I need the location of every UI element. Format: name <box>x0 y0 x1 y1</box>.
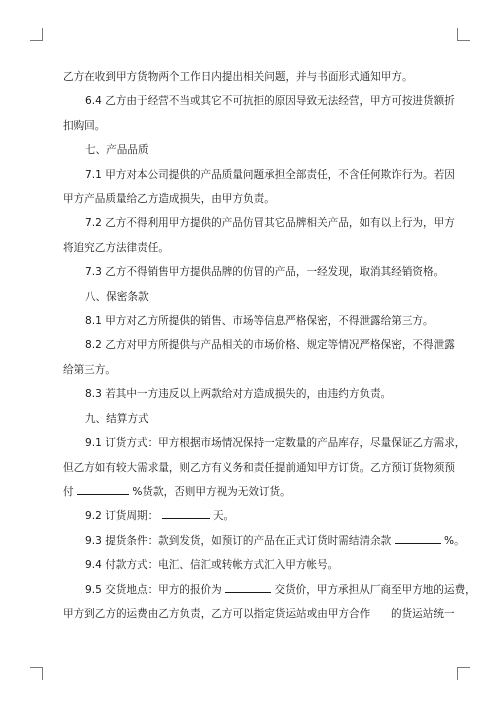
paragraph-line <box>63 504 443 528</box>
paragraph-line: 9.1 订货方式：甲方根据市场情况保持一定数量的产品库存，尽量保证乙方需求， <box>85 437 466 450</box>
text-segment: 付 <box>63 485 74 498</box>
paragraph-line <box>63 480 443 504</box>
paragraph-line <box>63 578 476 602</box>
paragraph-line: 给第三方。 <box>63 363 116 376</box>
crop-mark-top-left <box>30 28 43 41</box>
paragraph-line: 7.3 乙方不得销售甲方提供品牌的仿冒的产品，一经发现，取消其经销资格。 <box>85 266 445 279</box>
paragraph-line <box>63 602 455 626</box>
paragraph-line: 8.1 甲方对乙方所提供的销售、市场等信息严格保密，不得泄露给第三方。 <box>85 315 434 328</box>
text-segment: %。 <box>444 534 465 547</box>
text-segment: 的货运站统一 <box>390 607 455 620</box>
text-segment: 9.2 订货周期： <box>85 510 159 523</box>
document-body <box>63 65 476 626</box>
text-segment: 9.5 交货地点：甲方的报价为 <box>85 583 222 596</box>
text-segment: 天。 <box>212 510 235 523</box>
fill-in-blank <box>77 482 129 495</box>
paragraph-line: 甲方产品质量给乙方造成损失，由甲方负责。 <box>63 193 275 206</box>
crop-mark-bottom-left <box>30 667 43 680</box>
paragraph-line <box>63 529 465 553</box>
section-heading: 七、产品品质 <box>85 144 149 157</box>
paragraph-line: 9.4 付款方式：电汇、信汇或转帐方式汇入甲方帐号。 <box>85 559 339 572</box>
crop-mark-top-right <box>457 28 470 41</box>
text-segment: 甲方到乙方的运费由乙方负责，乙方可以指定货运站或由甲方合作 <box>63 607 371 620</box>
paragraph-line: 但乙方如有较大需求量，则乙方有义务和责任提前通知甲方订货。乙方预订货物须预 <box>63 461 455 474</box>
section-heading: 八、保密条款 <box>85 290 149 303</box>
fill-in-blank <box>225 580 271 593</box>
paragraph-line: 乙方在收到甲方货物两个工作日内提出相关问题，并与书面形式通知甲方。 <box>63 71 413 83</box>
text-segment: %货款，否则甲方视为无效订货。 <box>132 485 291 498</box>
paragraph-line: 8.3 若其中一方违反以上两款给对方造成损失的，由违约方负责。 <box>85 388 392 401</box>
crop-mark-bottom-right <box>457 667 470 680</box>
paragraph-line: 7.1 甲方对本公司提供的产品质量问题承担全部责任，不含任何欺诈行为。若因 <box>85 168 455 181</box>
paragraph-line: 扣购回。 <box>63 119 106 132</box>
paragraph-line: 6.4 乙方由于经营不当或其它不可抗拒的原因导致无法经营，甲方可按进货额折 <box>85 95 455 108</box>
paragraph-line: 8.2 乙方对甲方所提供与产品相关的市场价格、规定等情况严格保密，不得泄露 <box>85 339 455 352</box>
fill-in-blank <box>395 531 441 544</box>
text-segment: 9.3 提货条件：款到发货，如预订的产品在正式订货时需结清余款 <box>85 534 392 547</box>
fill-in-blank <box>162 506 210 519</box>
section-heading: 九、结算方式 <box>85 412 149 425</box>
paragraph-line: 7.2 乙方不得利用甲方提供的产品仿冒其它品牌相关产品，如有以上行为，甲方 <box>85 217 455 230</box>
paragraph-line: 将追究乙方法律责任。 <box>63 241 169 254</box>
text-segment: 交货价，甲方承担从厂商至甲方地的运费， <box>274 583 476 596</box>
